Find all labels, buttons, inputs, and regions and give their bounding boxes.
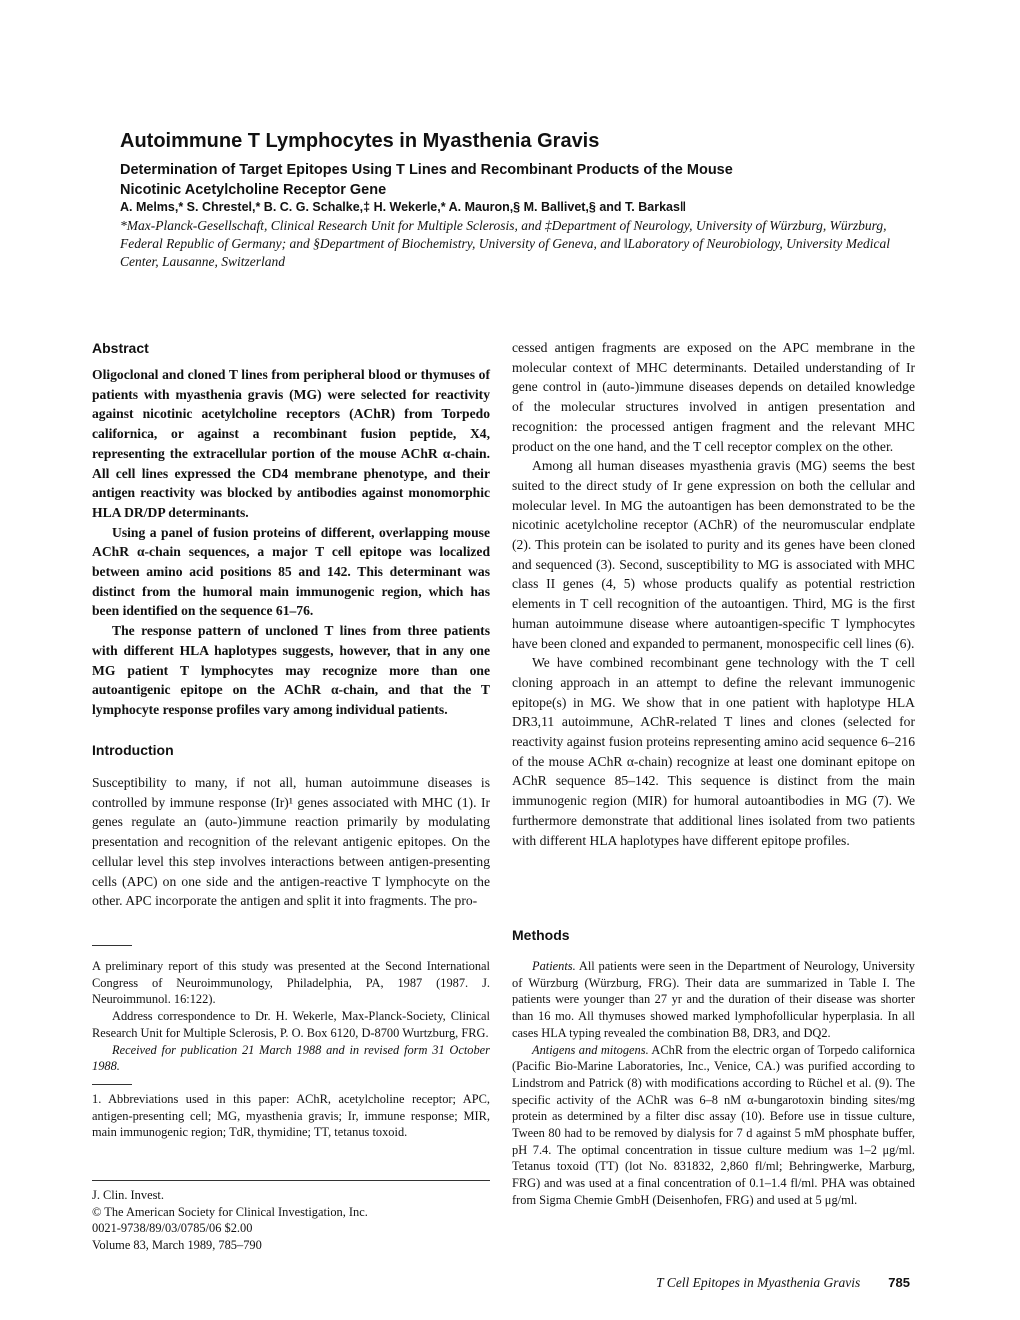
page-number: 785 xyxy=(888,1275,910,1290)
journal-line: 0021-9738/89/03/0785/06 $2.00 xyxy=(92,1221,253,1236)
introduction-body-right xyxy=(512,338,915,850)
abstract-body xyxy=(92,365,490,720)
introduction-heading: Introduction xyxy=(92,742,174,758)
methods-lead: Patients. xyxy=(532,959,576,973)
paper-title: Autoimmune T Lymphocytes in Myasthenia Gravis xyxy=(120,130,600,152)
abstract-paragraph: The response pattern of uncloned T lines from three patients with different HLA haplotypes suggests, however, that in any one MG patient T lymphocytes may recognize more than one autoantigenic epitope on the AChR α-chain, and that the T lymphocyte response profiles vary among individual patients. xyxy=(92,623,490,717)
intro-paragraph: cessed antigen fragments are exposed on the APC membrane in the molecular context of MHC determinants. Detailed understanding of Ir gene control in (auto-)immune diseases depends on detailed knowledge of the molecular structures involved in antigen presentation and recognition: the processed antigen fragment and the relevant MHC product on the one hand, and the T cell receptor complex on the other. xyxy=(512,340,915,454)
running-title: T Cell Epitopes in Myasthenia Gravis xyxy=(656,1275,861,1290)
abstract-paragraph: Using a panel of fusion proteins of different, overlapping mouse AChR α-chain sequences, a major T cell epitope was localized between amino acid positions 85 and 142. This determinant was distinct from the humoral main immunogenic region, which has been identified on the sequence 61–76. xyxy=(92,524,490,619)
footnote: Received for publication 21 March 1988 and in revised form 31 October 1988. xyxy=(92,1042,490,1074)
methods-lead: Antigens and mitogens. xyxy=(532,1042,649,1057)
authors: A. Melms,* S. Chrestel,* B. C. G. Schalke,‡ H. Wekerle,* A. Mauron,§ M. Ballivet,§ and T. Barkas‖ xyxy=(120,200,687,214)
methods-heading: Methods xyxy=(512,927,570,943)
footnote-abbreviations: 1. Abbreviations used in this paper: AChR, acetylcholine receptor; APC, antigen-presenting cell; MG, myasthenia gravis; Ir, immune response; MIR, main immunogenic region; TdR, thymidine; TT, tetanus toxoid. xyxy=(92,1091,490,1140)
abstract-paragraph: Oligoclonal and cloned T lines from peripheral blood or thymuses of patients with myasthenia gravis (MG) were selected for reactivity against nicotinic acetylcholine receptors (AChR) from Torpedo californica, or against a recombinant fusion peptide, X4, representing the extracellular portion of the mouse AChR α-chain. All cell lines expressed the CD4 membrane phenotype, and their antigen reactivity was blocked by antibodies against monomorphic HLA DR/DP determinants. xyxy=(92,367,490,520)
methods-body xyxy=(512,958,915,1209)
intro-paragraph: Susceptibility to many, if not all, human autoimmune diseases is controlled by immune response (Ir)¹ genes associated with MHC (1). Ir genes regulate an (auto-)immune reaction primarily by modulating presentation and recognition of the relevant antigenic epitopes. On the cellular level this step involves interactions between antigen-presenting cells (APC) on one side and the antigen-reactive T lymphocyte on the other. APC incorporate the antigen and split it into fragments. The pro- xyxy=(92,775,490,909)
journal-line: J. Clin. Invest. xyxy=(92,1188,164,1202)
intro-paragraph: Among all human diseases myasthenia gravis (MG) seems the best suited to the direct study of Ir gene expression on both the cellular and molecular level. In MG the autoantigen has been demonstrated to be the nicotinic acetylcholine receptor (AChR) of the neuromuscular endplate (2). This protein can be isolated to purity and its genes have been cloned and sequenced (3). Second, susceptibility to MG is associated with MHC class II genes (4, 5) whose products qualify as potential restriction elements in T cell recognition of the autoantigen. Third, MG is the first human autoimmune disease where autoantigen-specific T lymphocytes have been cloned and expanded to permanent, monospecific cell lines (6). xyxy=(512,458,915,651)
journal-info xyxy=(92,1187,490,1254)
abstract-heading: Abstract xyxy=(92,340,149,356)
page-footer xyxy=(656,1275,910,1291)
paper-subtitle: Determination of Target Epitopes Using T Lines and Recombinant Products of the Mouse Nicotinic Acetylcholine Receptor Gene xyxy=(120,162,733,198)
journal-line: © The American Society for Clinical Investigation, Inc. xyxy=(92,1204,368,1219)
intro-paragraph: We have combined recombinant gene technology with the T cell cloning approach in an attempt to define the relevant immunogenic epitope(s) in MG. We show that in one patient with haplotype HLA DR3,11 autoimmune, AChR-related T lines and clones (selected for reactivity against fusion proteins representing amino acid sequence 6–216 of the mouse AChR α-chain) recognize at least one dominant epitope on AChR sequence 85–142. This sequence is distinct from the main immunogenic region (MIR) for humoral autoantibodies in MG (7). We furthermore demonstrate that additional lines isolated from two patients with different HLA haplotypes have different epitope profiles. xyxy=(512,655,915,848)
methods-text: All patients were seen in the Department of Neurology, University of Würzburg (Würzburg, FRG). Their data are summarized in Table I. The patients were younger than 27 yr and the duration of their disease was shorter than 16 mo. All thymuses showed marked lymphofollicular hyperplasia. In all cases HLA typing revealed the combination B8, DR3, and DQ2. xyxy=(512,959,915,1040)
methods-paragraph xyxy=(512,1042,915,1209)
methods-paragraph xyxy=(512,958,915,1042)
journal-line: Volume 83, March 1989, 785–790 xyxy=(92,1238,262,1253)
footnote: Address correspondence to Dr. H. Wekerle, Max-Planck-Society, Clinical Research Unit for Multiple Sclerosis, P. O. Box 6120, D-8700 Wurtzburg, FRG. xyxy=(92,1009,490,1040)
introduction-body-left xyxy=(92,773,490,911)
methods-text: AChR from the electric organ of Torpedo californica (Pacific Bio-Marine Laboratories, Inc., Venice, CA.) was purified according to Lindstrom and Patrick (8) with modifications according to Rüchel et al. (9). The specific activity of the AChR was 6–8 nM α-bungarotoxin binding sites/mg protein as determined by a filter disc assay (10). Before use in tissue culture, Tween 80 had to be removed by dialysis for 7 d against 5 mM phosphate buffer, pH 7.4. The optimal concentration in tissue culture medium was 1–2 μg/ml. Tetanus toxoid (TT) (lot No. 831832, 2,860 fl/ml; Behringwerke, Marburg, FRG) and was used at a final concentration of 0.1–1.4 fl/ml. PHA was obtained from Sigma Chemie GmbH (Deisenhofen, FRG) and used at 5 μg/ml. xyxy=(512,1042,916,1207)
journal-rule xyxy=(92,1180,490,1181)
footnotes xyxy=(92,958,490,1141)
footnote: A preliminary report of this study was presented at the Second International Congress of Neuroimmunology, Philadelphia, PA, 1987 (1987. J. Neuroimmunol. 16:122). xyxy=(92,959,490,1007)
footnote-rule xyxy=(92,945,132,946)
footnote-rule xyxy=(92,1084,132,1085)
affiliations: *Max-Planck-Gesellschaft, Clinical Research Unit for Multiple Sclerosis, and ‡Department of Neurology, University of Würzburg, Würzburg, Federal Republic of Germany; and §Department of Biochemistry, University of Geneva, and ‖Laboratory of Neurobiology, University Medical Center, Lausanne, Switzerland xyxy=(120,218,891,269)
